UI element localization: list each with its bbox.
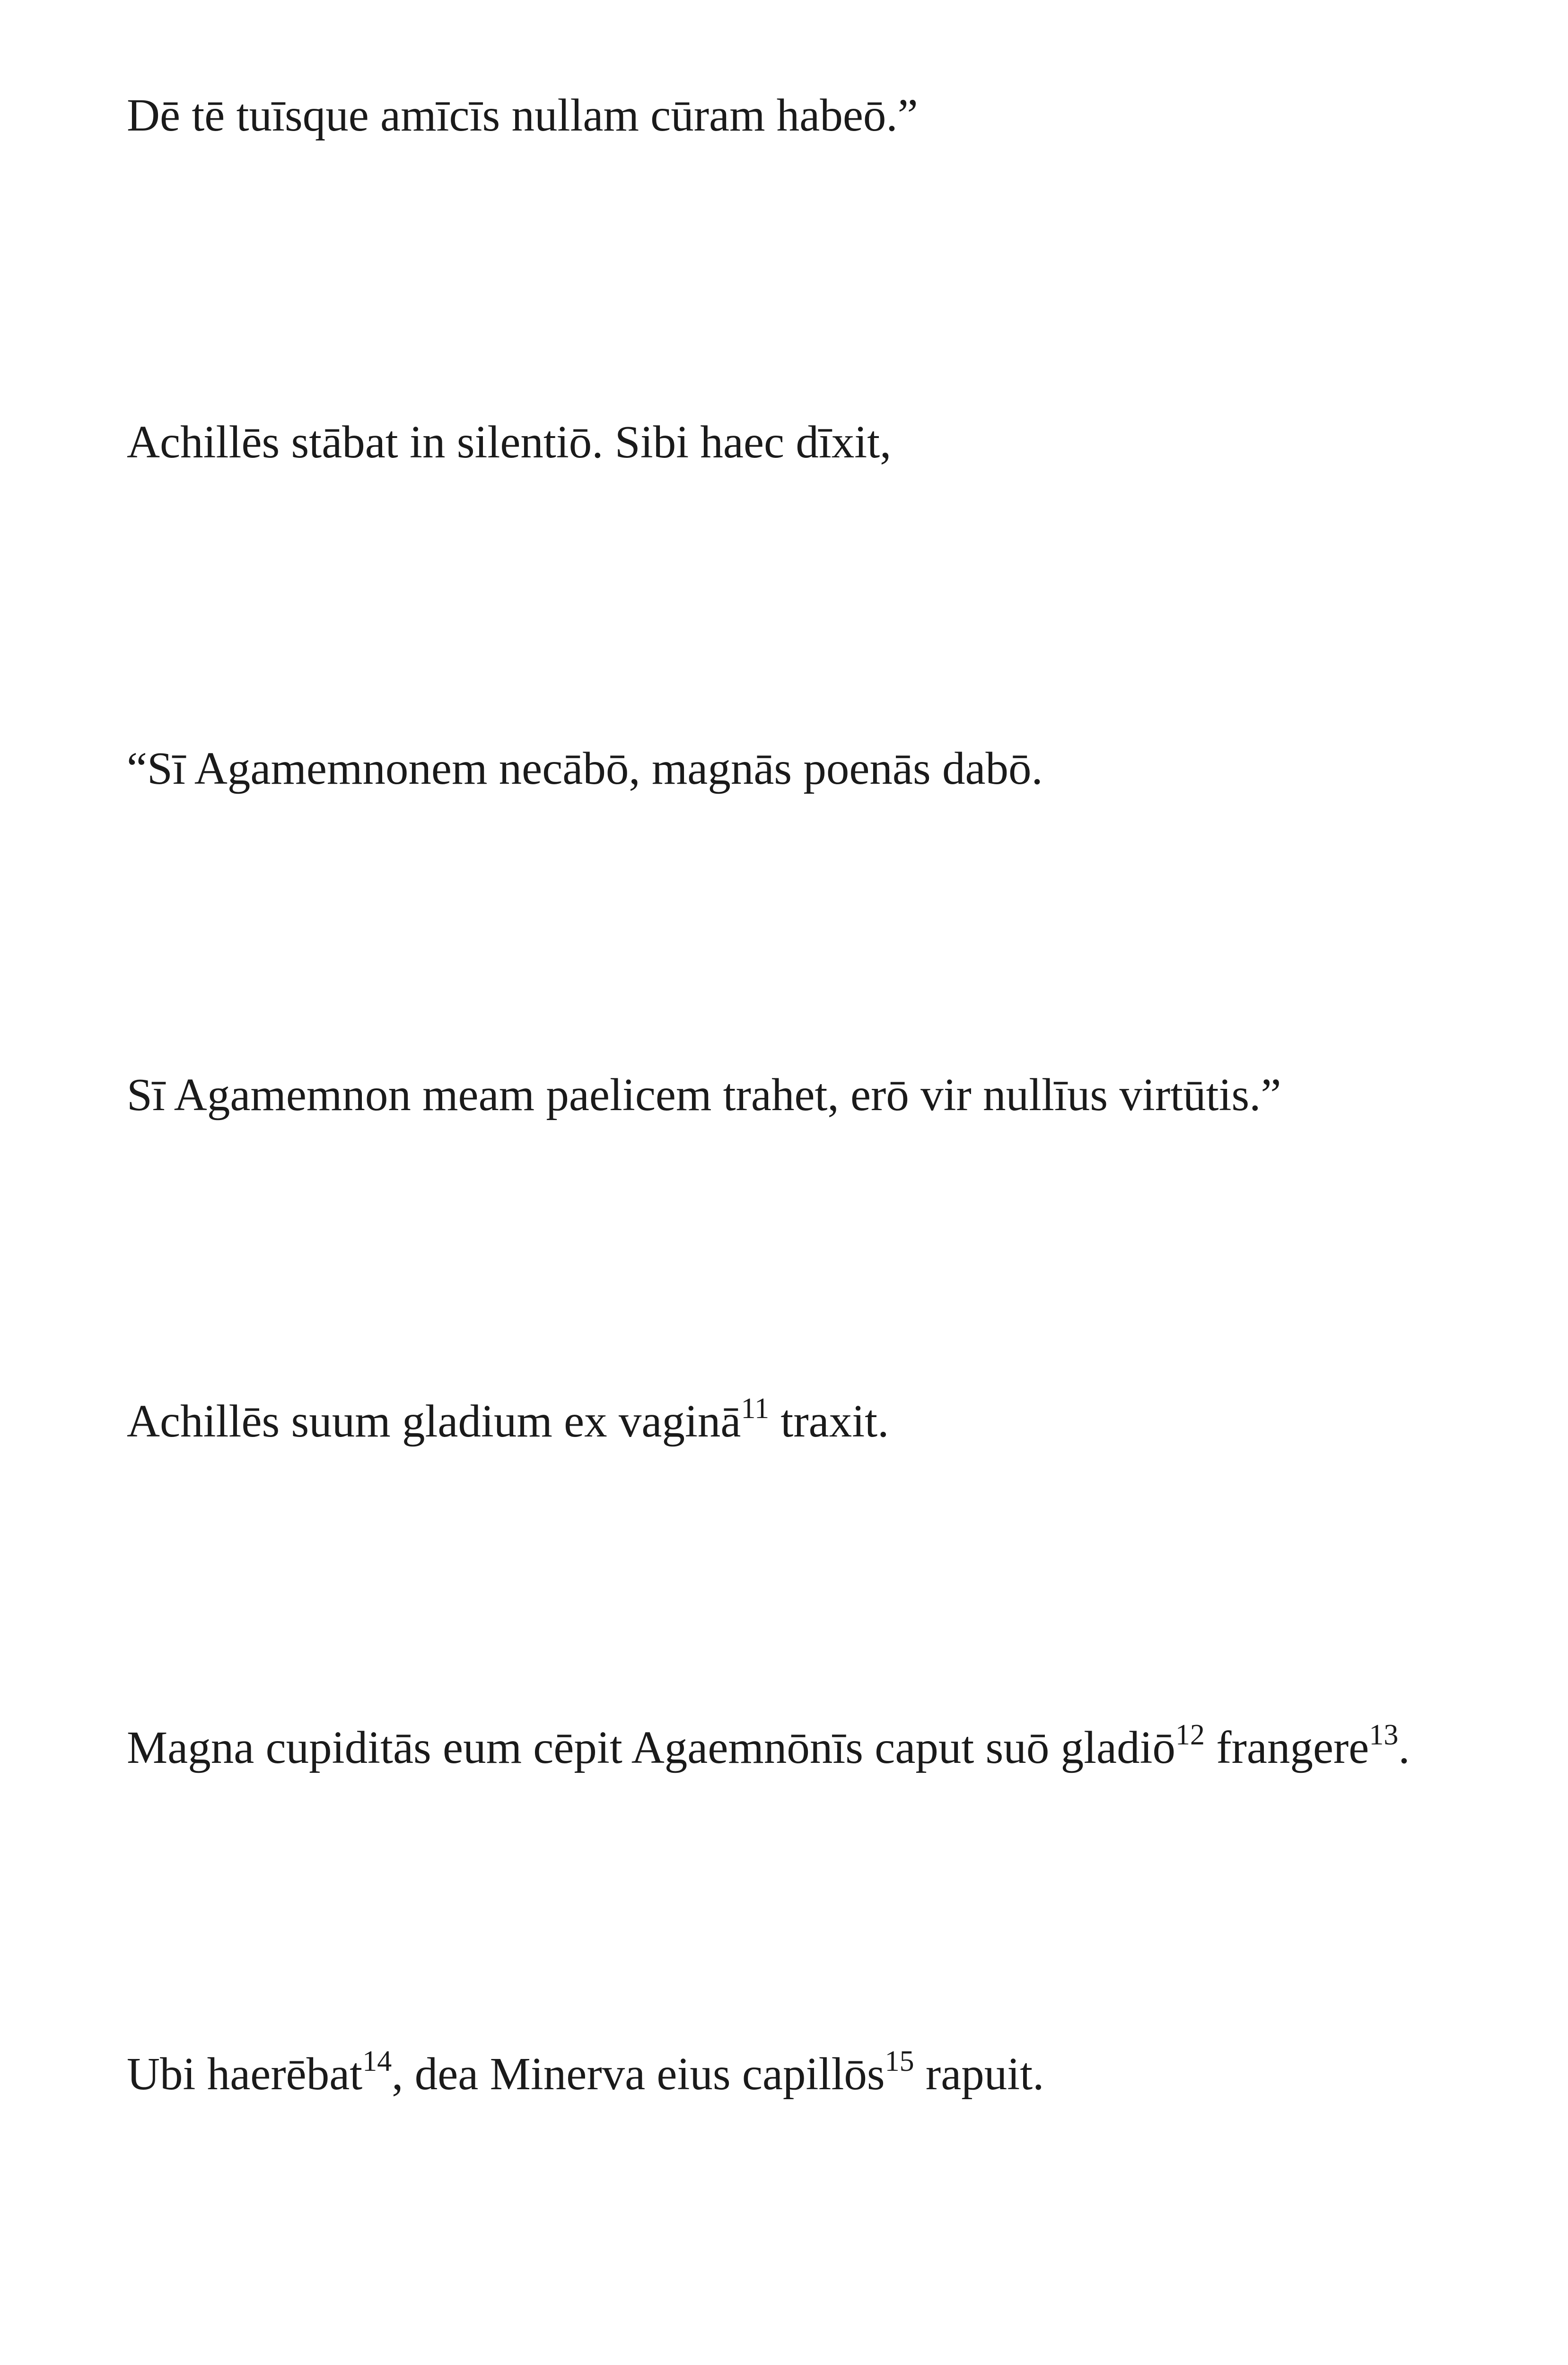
line-text: Ubi haerēbat	[127, 2049, 363, 2099]
text-line-2: Achillēs stābat in silentiō. Sibi haec dīxit,	[127, 417, 892, 467]
text-line-1: Dē tē tuīsque amīcīs nullam cūram habeō.”	[127, 90, 918, 140]
line-text: Magna cupiditās eum cēpit Agaemnōnīs caput suō gladiō	[127, 1722, 1176, 1773]
footnote-ref-13: 13	[1369, 1718, 1399, 1751]
text-line-6	[127, 1718, 1410, 1773]
line-text: frangere	[1205, 1722, 1369, 1773]
line-text: traxit.	[769, 1396, 889, 1446]
text-line-7	[127, 2045, 1044, 2099]
line-text: , dea Minerva eius capillōs	[392, 2049, 885, 2099]
footnote-ref-14: 14	[362, 2045, 392, 2077]
line-text: .	[1398, 1722, 1410, 1773]
footnote-ref-11: 11	[741, 1392, 770, 1425]
line-text: Achillēs suum gladium ex vaginā	[127, 1396, 741, 1446]
footnote-ref-12: 12	[1175, 1718, 1205, 1751]
line-text: rapuit.	[914, 2049, 1044, 2099]
text-line-3: “Sī Agamemnonem necābō, magnās poenās dabō.	[127, 743, 1043, 794]
text-line-4: Sī Agamemnon meam paelicem trahet, erō vir nullīus virtūtis.”	[127, 1069, 1281, 1120]
footnote-ref-15: 15	[885, 2045, 914, 2077]
text-line-5	[127, 1392, 889, 1446]
